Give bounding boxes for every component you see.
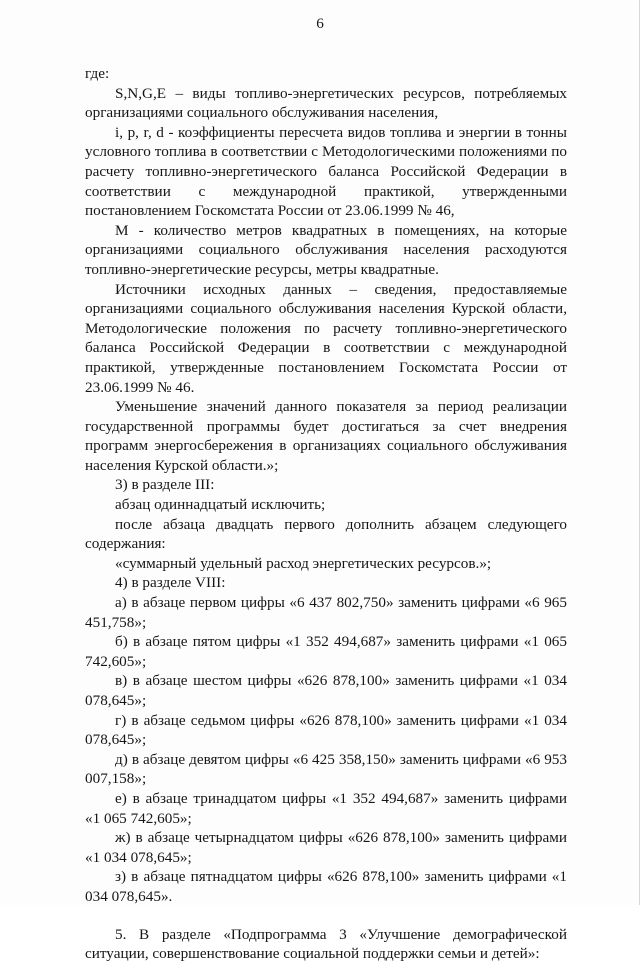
paragraph-coefficients: i, p, r, d - коэффициенты пересчета видов топлива и энергии в тонны условного топлива в соответствии с Методологическими положениями по расчету топливно-энергетического баланса Российской Федерации в соответствии с международной практикой, утвержденными постановлением Госкомстата России от 23.06.1999 № 46, — [85, 123, 567, 220]
amendment-item-b: б) в абзаце пятом цифры «1 352 494,687» заменить цифрами «1 065 742,605»; — [85, 633, 567, 670]
amendment-item-zh: ж) в абзаце четырнадцатом цифры «626 878,100» заменить цифрами «1 034 078,645»; — [85, 829, 567, 866]
paragraph-data-sources: Источники исходных данных – сведения, предоставляемые организациями социального обслуживания населения Курской области, Методологические положения по расчету топливно-энергетического баланса Российской Федерации в соответствии с международной практикой, утвержденные постановлением Госкомстата России от 23.06.1999 № 46. — [85, 280, 567, 396]
paragraph-resource-types: S,N,G,E – виды топливо-энергетических ресурсов, потребляемых организациями социального обслуживания населения, — [85, 84, 567, 122]
paragraph-new-content: «суммарный удельный расход энергетических ресурсов.»; — [115, 554, 492, 572]
amendment-item-g: г) в абзаце седьмом цифры «626 878,100» заменить цифрами «1 034 078,645»; — [85, 711, 567, 749]
amendment-item-v: в) в абзаце шестом цифры «626 878,100» заменить цифрами «1 034 078,645»; — [85, 672, 567, 709]
amendment-item-z: з) в абзаце пятнадцатом цифры «626 878,100» заменить цифрами «1 034 078,645». — [85, 868, 567, 905]
paragraph-where: где: — [85, 65, 110, 82]
paragraph-square-meters: М - количество метров квадратных в помещениях, на которые организациями социального обслуживания населения расходуются топливно-энергетические ресурсы, метры квадратные. — [85, 221, 567, 278]
amendment-item-d: д) в абзаце девятом цифры «6 425 358,150» заменить цифрами «6 953 007,158»; — [85, 750, 567, 788]
document-body — [85, 64, 567, 964]
paragraph-section-viii: 4) в разделе VIII: — [115, 574, 226, 592]
paragraph-add-after-twenty-first: после абзаца двадцать первого дополнить абзацем следующего содержания: — [85, 515, 567, 553]
page-number: 6 — [316, 15, 324, 32]
amendment-item-a: а) в абзаце первом цифры «6 437 802,750» заменить цифрами «6 965 451,758»; — [85, 594, 567, 631]
paragraph-indicator-decrease: Уменьшение значений данного показателя за период реализации государственной программы будет достигаться за счет внедрения программ энергосбережения в организациях социального обслуживания населения Курской области.»; — [85, 398, 567, 474]
paragraph-section-iii: 3) в разделе III: — [115, 476, 215, 494]
amendment-item-e: е) в абзаце тринадцатом цифры «1 352 494,687» заменить цифрами «1 065 742,605»; — [85, 789, 567, 827]
paragraph-exclude-eleventh: абзац одиннадцатый исключить; — [115, 496, 326, 514]
paragraph-subprogram-3: 5. В разделе «Подпрограмма 3 «Улучшение демографической ситуации, совершенствование социальной поддержки семьи и детей»: — [85, 925, 567, 963]
